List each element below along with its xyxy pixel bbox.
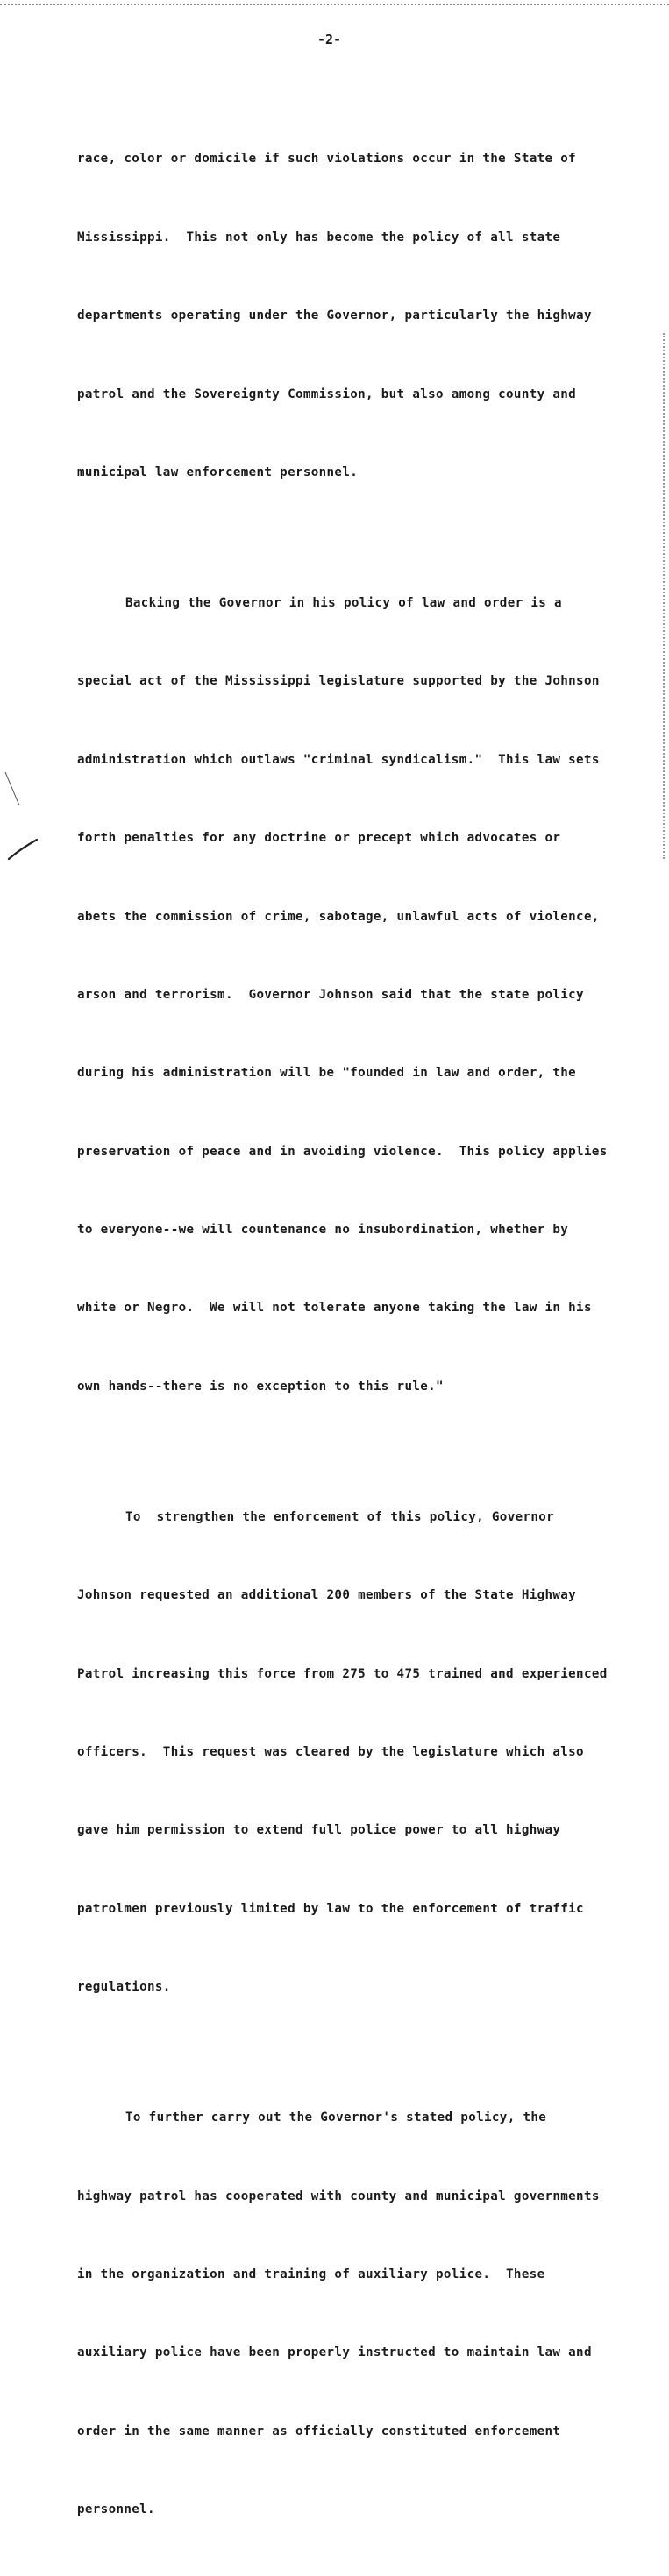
text-line: personnel. — [77, 2502, 155, 2517]
text-line: patrol and the Sovereignty Commission, but also among county and — [77, 387, 577, 401]
text-line: to everyone--we will countenance no insubordination, whether by — [77, 1223, 569, 1238]
text-line: Mississippi. This not only has become the policy of all state — [77, 230, 561, 245]
text-line: patrolmen previously limited by law to the enforcement of traffic — [77, 1901, 584, 1916]
text-line: To strengthen the enforcement of this policy, Governor — [125, 1509, 555, 1524]
text-line: administration which outlaws "criminal syndicalism." This law sets — [77, 752, 600, 767]
text-line: departments operating under the Governor, particularly the highway — [77, 309, 592, 323]
right-edge-perforation — [663, 333, 666, 859]
text-line: forth penalties for any doctrine or precept which advocates or — [77, 831, 561, 846]
text-line: Johnson requested an additional 200 members of the State Highway — [77, 1588, 577, 1603]
top-edge-perforation — [0, 0, 669, 5]
text-line: municipal law enforcement personnel. — [77, 465, 359, 479]
text-line: officers. This request was cleared by the legislature which also — [77, 1745, 584, 1759]
text-line: regulations. — [77, 1980, 171, 1995]
text-line: in the organization and training of auxiliary police. These — [77, 2267, 545, 2281]
text-line: order in the same manner as officially constituted enforcement — [77, 2423, 561, 2438]
text-line: auxiliary police have been properly instructed to maintain law and — [77, 2345, 592, 2360]
text-line: highway patrol has cooperated with county and municipal governments — [77, 2189, 600, 2203]
text-line: gave him permission to extend full police power to all highway — [77, 1823, 561, 1838]
text-line: race, color or domicile if such violations occur in the State of — [77, 152, 577, 167]
text-line: own hands--there is no exception to this rule." — [77, 1379, 444, 1394]
page-number: -2- — [317, 32, 342, 47]
text-line: abets the commission of crime, sabotage, unlawful acts of violence, — [77, 909, 600, 924]
text-line: white or Negro. We will not tolerate anyone taking the law in his — [77, 1301, 592, 1316]
text-line: Backing the Governor in his policy of law and order is a — [125, 595, 562, 610]
body-text — [77, 68, 621, 2576]
text-line: special act of the Mississippi legislature supported by the Johnson — [77, 674, 600, 689]
text-line: during his administration will be "founded in law and order, the — [77, 1066, 577, 1081]
text-line: preservation of peace and in avoiding violence. This policy applies — [77, 1144, 608, 1159]
text-line: To further carry out the Governor's stated policy, the — [125, 2111, 547, 2125]
pen-stroke-icon — [2, 824, 37, 912]
text-line: arson and terrorism. Governor Johnson said that the state policy — [77, 987, 584, 1002]
text-line: Patrol increasing this force from 275 to 475 trained and experienced — [77, 1666, 608, 1681]
